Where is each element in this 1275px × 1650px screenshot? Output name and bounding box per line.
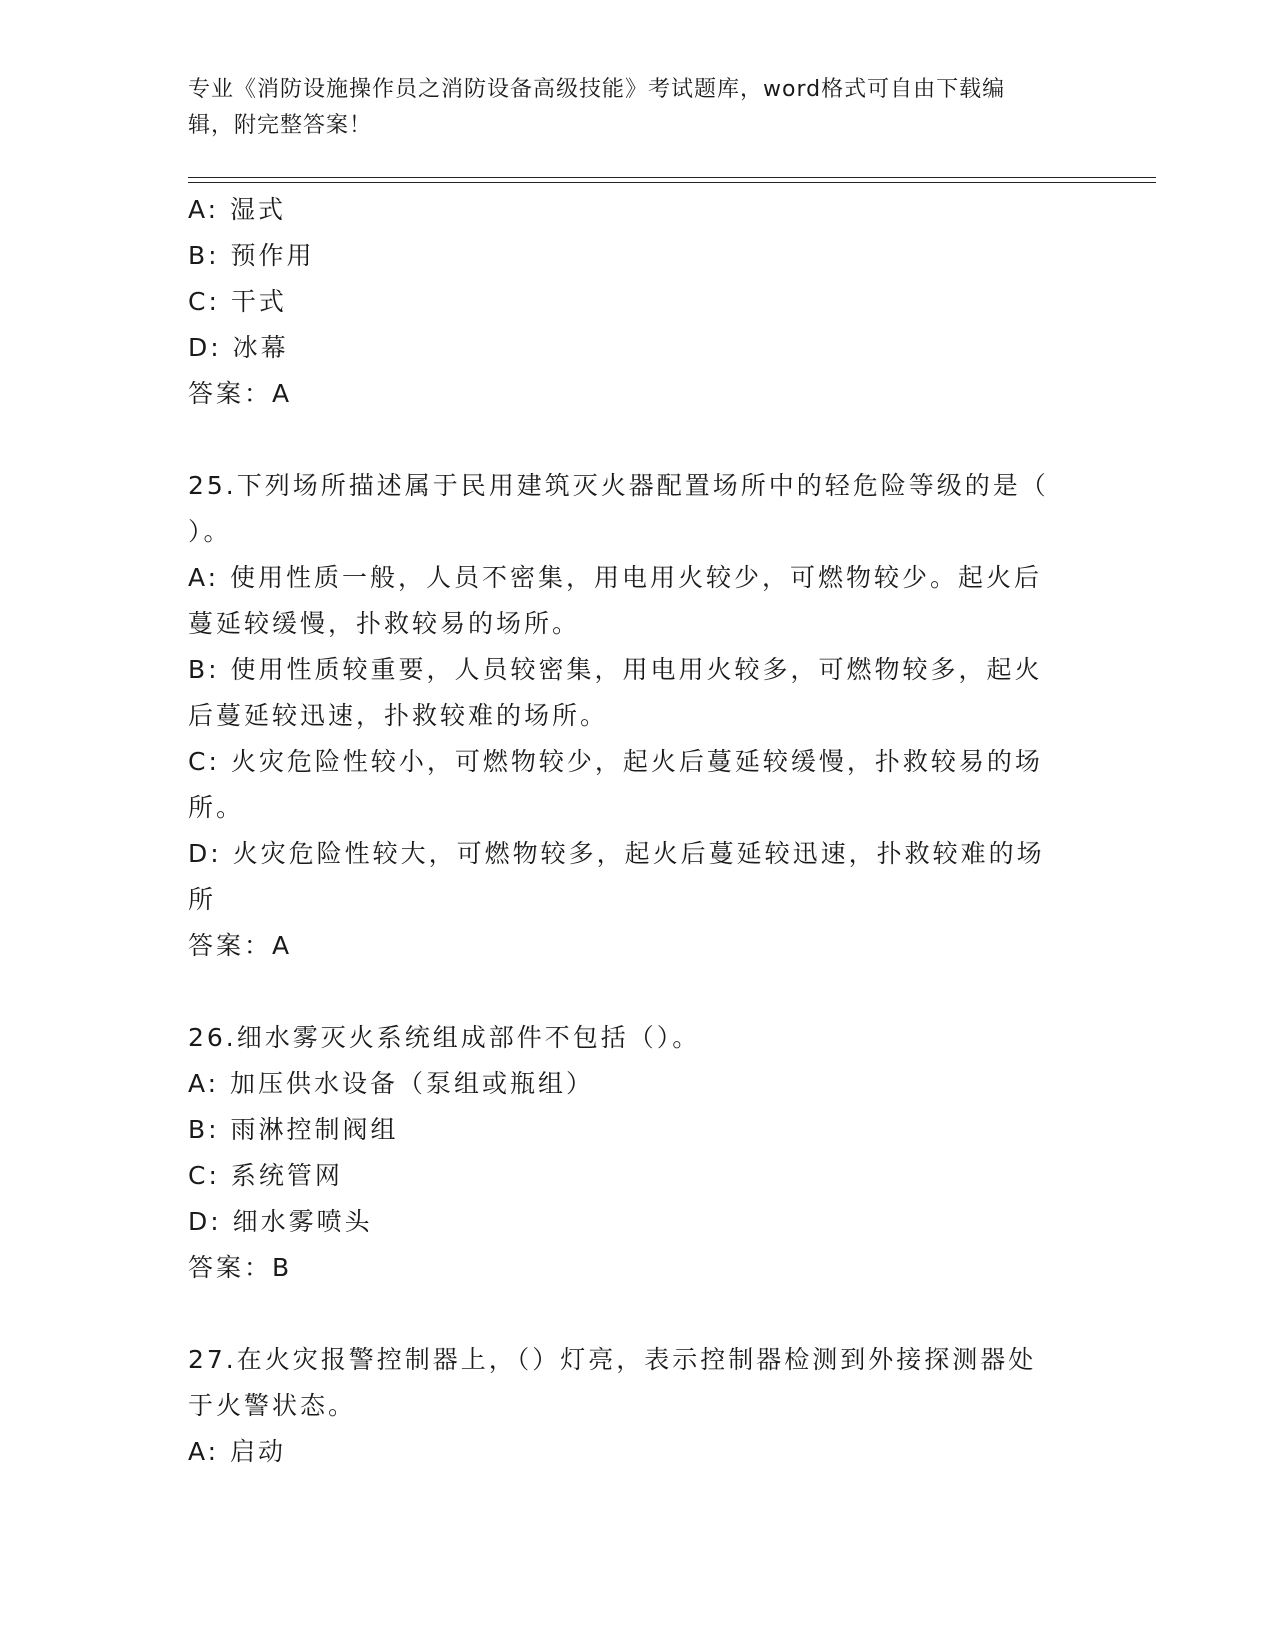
question-block-26 [188,1015,1078,1291]
header-line-2: 辑，附完整答案！ [188,113,373,138]
option-b-cont: 后蔓延较迅速，扑救较难的场所。 [188,701,609,730]
option-d: D: 冰幕 [188,333,289,362]
header-divider-bottom [188,182,1156,183]
question-stem-cont: 于火警状态。 [188,1391,357,1420]
option-c: C: 系统管网 [188,1161,343,1190]
answer-text: 答案：B [188,1253,293,1282]
answer-text: 答案：A [188,379,293,408]
document-header [188,72,1068,144]
option-c: C: 干式 [188,287,287,316]
header-divider-top [188,177,1156,178]
question-block-24 [188,187,1078,417]
block-spacer [188,417,1078,463]
option-d: D: 细水雾喷头 [188,1207,373,1236]
option-a: A: 启动 [188,1437,287,1466]
question-block-25 [188,463,1078,969]
answer-text: 答案：A [188,931,293,960]
option-c-cont: 所。 [188,793,245,822]
header-line-1: 专业《消防设施操作员之消防设备高级技能》考试题库，word格式可自由下载编 [188,77,1006,102]
block-spacer [188,969,1078,1015]
option-b: B: 雨淋控制阀组 [188,1115,399,1144]
option-c: C: 火灾危险性较小，可燃物较少，起火后蔓延较缓慢，扑救较易的场 [188,747,1043,776]
option-b: B: 使用性质较重要，人员较密集，用电用火较多，可燃物较多，起火 [188,655,1043,684]
option-d-cont: 所 [188,885,217,914]
option-d: D: 火灾危险性较大，可燃物较多，起火后蔓延较迅速，扑救较难的场 [188,839,1045,868]
option-a: A: 加压供水设备（泵组或瓶组） [188,1069,595,1098]
option-a: A: 使用性质一般，人员不密集，用电用火较少，可燃物较少。起火后 [188,563,1043,592]
question-stem-cont: ）。 [188,517,232,546]
question-block-27 [188,1337,1078,1475]
question-content [188,187,1078,1475]
block-spacer [188,1291,1078,1337]
question-stem: 26.细水雾灭火系统组成部件不包括（）。 [188,1023,701,1052]
question-stem: 25.下列场所描述属于民用建筑灭火器配置场所中的轻危险等级的是（ [188,471,1049,500]
option-a: A: 湿式 [188,195,287,224]
option-a-cont: 蔓延较缓慢，扑救较易的场所。 [188,609,581,638]
question-stem: 27.在火灾报警控制器上，（）灯亮，表示控制器检测到外接探测器处 [188,1345,1037,1374]
option-b: B: 预作用 [188,241,315,270]
